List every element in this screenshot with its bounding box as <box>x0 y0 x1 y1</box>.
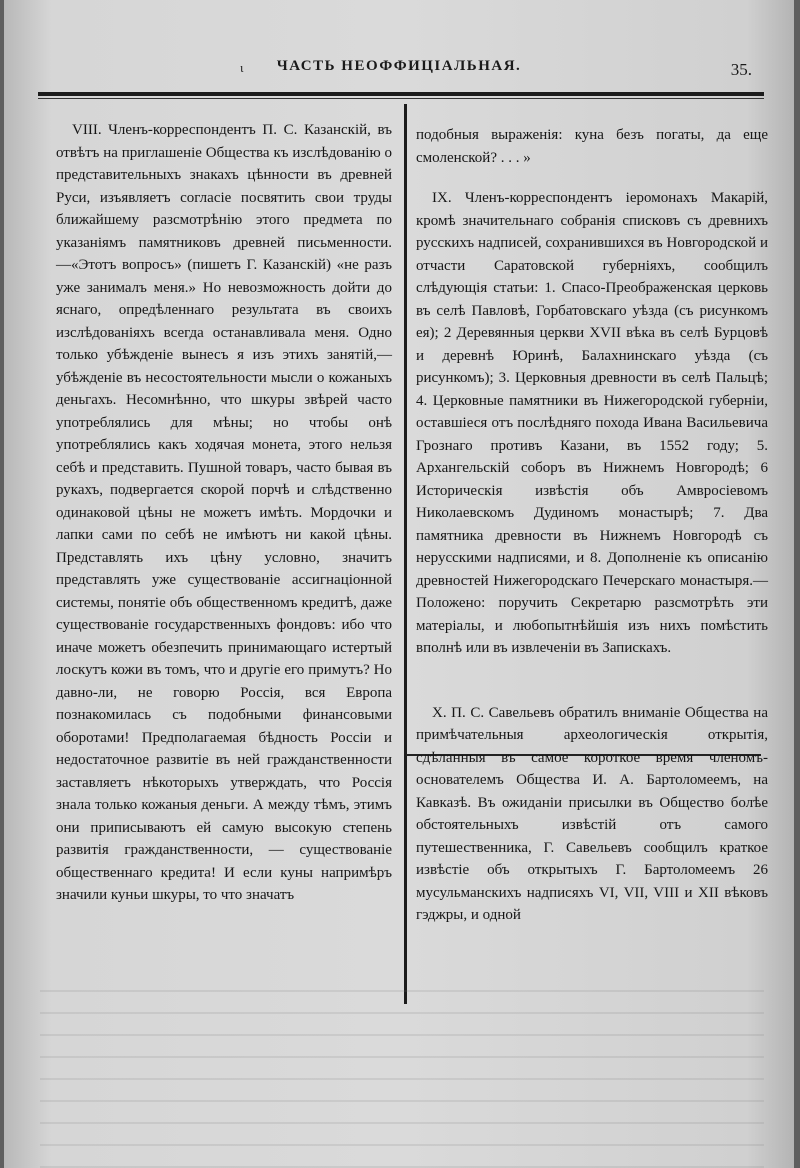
paragraph-x: X. П. С. Савельевъ обратилъ вниманіе Общества на примѣчательныя археологическія открытія, сдѣланныя въ самое короткое время членомъ-основателемъ Общества И. А. Бартоломеемъ, на Кавказѣ. Въ ожиданіи присылки въ Общество болѣе обстоятельныхъ извѣстій отъ самого путешественника, Г. Савельевъ сообщилъ краткое извѣстіе объ открытыхъ Г. Бартоломеемъ 26 мусульманскихъ надписяхъ VI, VII, VIII и XII вѣковъ гэджры, и одной <box>416 704 768 923</box>
page-number: 35. <box>730 60 752 79</box>
show-through-text <box>40 990 764 1168</box>
paragraph-ix: IX. Членъ-корреспондентъ іеромонахъ Макарій, кромѣ значительнаго собранія списковъ съ древнихъ русскихъ надписей, сохранившихся въ Новгородской и отчасти Саратовской губерніяхъ, сообщилъ слѣдующія статьи: 1. Спасо-Преображенская церковь въ селѣ Павловѣ, Горбатовскаго уѣзда (съ рисункомъ ея); 2 Деревянныя церкви XVII вѣка въ селѣ Бурцовѣ и деревнѣ Юринѣ, Балахнинскаго уѣзда (съ рисункомъ); 3. Церковныя древности въ селѣ Пальцѣ; 4. Церковные памятники въ Нижегородской губерніи, оставшіеся отъ послѣдняго похода Ивана Васильевича Грознаго противъ Казани, въ 1552 году; 5. Архангельскій соборъ въ Нижнемъ Новгородѣ; 6 Историческія извѣстія объ Амвросіевомъ Николаевскомъ Дудиномъ монастырѣ; 7. Два памятника древности въ Нижнемъ Новгородѣ съ нерусскими надписями, и 8. Дополненіе къ описанію древностей Нижегородскаго Печерскаго монастыря.—Положено: поручить Секретарю разсмотрѣть эти матеріалы, и любопытнѣйшія изъ нихъ помѣстить вполнѣ или въ извлеченіи въ Запискахъ. <box>416 190 768 656</box>
header-mark: ɩ <box>240 60 244 75</box>
document-page <box>4 0 794 1168</box>
left-column <box>56 119 392 907</box>
running-header: ЧАСТЬ НЕОФФИЦІАЛЬНАЯ. <box>276 58 522 74</box>
paragraph-continuation: подобныя выраженія: куна безъ погаты, да еще смоленской? . . . » <box>416 127 768 166</box>
column-divider <box>404 104 407 1004</box>
header-rule <box>38 92 764 99</box>
paragraph-viii: VIII. Членъ-корреспондентъ П. С. Казанскій, въ отвѣтъ на приглашеніе Общества къ изслѣдованію о представительныхъ знакахъ цѣнности въ древней Руси, изъявляетъ согласіе посвятить свои труды ближайшему разсмотрѣнію этого предмета по указаніямъ памятниковъ древней письменности.—«Этотъ вопросъ» (пишетъ Г. Казанскій) «не разъ уже занималъ меня.» Но невозможность дойти до яснаго, опредѣленнаго результата въ своихъ изслѣдованіяхъ всегда останавливала меня. Одно только убѣжденіе вынесъ я изъ этихъ занятій,—убѣжденіе въ несостоятельности мысли о кожаныхъ деньгахъ. Несомнѣнно, что шкуры звѣрей часто употреблялись для мѣны; но чтобы онѣ употреблялись какъ ходячая монета, этого нельзя себѣ и представить. Пушной товаръ, часто бывая въ рукахъ, подвергается скорой порчѣ и слѣдственно одинаковой цѣны не можетъ имѣть. Мордочки и лапки сами по себѣ не имѣютъ ни какой цѣны. Представлять ихъ цѣну условно, значитъ представлять уже существованіе ассигнаціонной системы, понятіе объ общественномъ кредитѣ, даже существованіе государственныхъ фондовъ: ибо что иначе можетъ обезпечить принимающаго истертый лоскутъ кожи въ томъ, что и другіе его примутъ? Но давно-ли, не говорю Россія, вся Европа познакомилась съ подобными финансовыми оборотами! Предполагаемая бѣдность Россіи и недостаточное развитіе въ ней гражданственности заставляетъ нѣкоторыхъ утверждать, что Россія знала только кожаныя деньги. А между тѣмъ, этимъ они приписываютъ ей самую высокую степень развитія гражданственности, — существованіе общественнаго кредита! И если куны напримѣръ значили куньи шкуры, то что значатъ <box>56 122 392 903</box>
right-column <box>416 124 768 927</box>
